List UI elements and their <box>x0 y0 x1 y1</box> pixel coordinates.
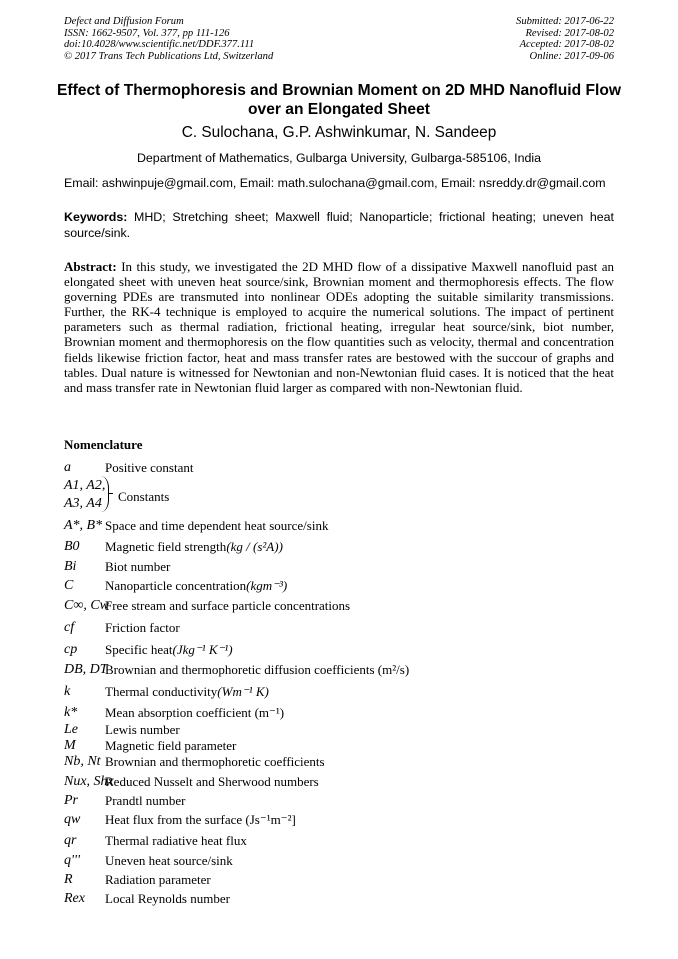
nomenclature-symbol: Le <box>64 722 78 737</box>
nomenclature-description <box>105 684 269 700</box>
nomenclature-heading: Nomenclature <box>64 437 143 452</box>
nomenclature-description <box>105 539 283 555</box>
nomenclature-description: Thermal radiative heat flux <box>105 833 247 848</box>
keywords-text: MHD; Stretching sheet; Maxwell fluid; Nanoparticle; frictional heating; uneven heat source/sink. <box>64 210 614 240</box>
nomenclature-symbol: Pr <box>64 793 78 808</box>
nomenclature-symbol: R <box>64 872 73 887</box>
nomenclature-description <box>105 578 287 594</box>
nomenclature-symbol: Rex <box>64 891 85 906</box>
nomenclature-description: Local Reynolds number <box>105 891 230 906</box>
online-date: Online: 2017-09-06 <box>529 50 614 62</box>
nomenclature-description: Heat flux from the surface (Js⁻¹m⁻²] <box>105 812 296 827</box>
nomenclature-symbol: a <box>64 460 71 475</box>
constants-brace-tip <box>108 493 113 494</box>
journal-doi: doi:10.4028/www.scientific.net/DDF.377.111 <box>64 39 255 51</box>
submitted-date: Submitted: 2017-06-22 <box>516 16 614 27</box>
nomenclature-description: Mean absorption coefficient (m⁻¹) <box>105 705 285 720</box>
nomenclature-symbol: A*, B* <box>64 518 103 533</box>
nomenclature-description: Friction factor <box>105 620 180 635</box>
nomenclature-symbol: qr <box>64 833 77 848</box>
nomenclature-description: Radiation parameter <box>105 872 211 887</box>
nomenclature-description-text: Magnetic field strength <box>105 539 227 554</box>
nomenclature-description: Space and time dependent heat source/sink <box>105 518 329 533</box>
nomenclature-symbol: M <box>64 738 76 753</box>
nomenclature-symbol: qw <box>64 812 81 827</box>
nomenclature-description <box>105 642 233 658</box>
journal-name: Defect and Diffusion Forum <box>64 16 184 27</box>
nomenclature-symbol: C <box>64 578 74 593</box>
dates-header <box>516 16 614 62</box>
nomenclature-description: Brownian and thermophoretic diffusion coefficients (m²/s) <box>105 662 410 677</box>
nomenclature-description: Magnetic field parameter <box>105 738 237 753</box>
nomenclature-symbol: Nb, Nt <box>64 754 101 769</box>
nomenclature-description-text: Thermal conductivity <box>105 684 218 699</box>
author-emails: Email: ashwinpuje@gmail.com, Email: math.sulochana@gmail.com, Email: nsreddy.dr@gmail.com <box>64 176 606 190</box>
nomenclature-symbol: A1, A2, <box>64 478 106 493</box>
nomenclature-description: Brownian and thermophoretic coefficients <box>105 754 325 769</box>
nomenclature-unit: (Wm⁻¹ K) <box>217 684 269 699</box>
nomenclature-description: Reduced Nusselt and Sherwood numbers <box>105 774 319 789</box>
nomenclature-symbol: DB, DT <box>64 662 108 677</box>
abstract-text: In this study, we investigated the 2D MHD flow of a dissipative Maxwell nanofluid past an elongated sheet with uneven heat source/sink, Brownian moment and thermophoresis effects. The flow governing PDEs are transmuted into nonlinear ODEs adopting the suitable similarity transmissions. Further, the RK-4 technique is employed to acquire the numerical solutions. The impact of pertinent parameters such as thermal radiation, frictional heating, irregular heat source/sink, biot number, Brownian moment and thermophoresis on the flow quantities such as velocity, thermal and concentration fields likewise friction factor, heat and mass transfer rates are bestowed with the succour of graphs and tables. Dual nature is witnessed for Newtonian and non-Newtonian fluid cases. It is noticed that the heat and mass transfer rate in Newtonian fluid larger as compared with non-Newtonian fluid. <box>64 259 615 395</box>
accepted-date: Accepted: 2017-08-02 <box>519 39 614 51</box>
nomenclature-symbol: k* <box>64 705 78 720</box>
nomenclature-unit: (kg / (s²A)) <box>226 539 283 554</box>
nomenclature-symbol: Nux, Shx <box>64 774 114 789</box>
nomenclature-description: Biot number <box>105 559 171 574</box>
nomenclature-symbol: k <box>64 684 71 699</box>
nomenclature-description: Positive constant <box>105 460 194 475</box>
nomenclature-description-text: Nanoparticle concentration <box>105 578 247 593</box>
nomenclature-description: Constants <box>118 489 170 504</box>
abstract-label: Abstract: <box>64 259 117 274</box>
nomenclature-description: Free stream and surface particle concentrations <box>105 598 351 613</box>
journal-copyright: © 2017 Trans Tech Publications Ltd, Switzerland <box>64 50 274 62</box>
revised-date: Revised: 2017-08-02 <box>525 27 614 39</box>
nomenclature-symbol: cp <box>64 642 78 657</box>
nomenclature-unit: (kgm⁻³) <box>246 578 288 593</box>
author-affiliation: Department of Mathematics, Gulbarga University, Gulbarga-585106, India <box>136 151 542 165</box>
nomenclature-description: Uneven heat source/sink <box>105 853 233 868</box>
nomenclature-unit: (Jkg⁻¹ K⁻¹) <box>172 642 233 657</box>
paper-title: Effect of Thermophoresis and Brownian Moment on 2D MHD Nanofluid Flow over an Elongated Sheet <box>57 82 621 118</box>
nomenclature-symbol: q''' <box>64 853 80 868</box>
nomenclature-description: Prandtl number <box>105 793 186 808</box>
nomenclature-description-text: Specific heat <box>105 642 173 657</box>
keywords-label: Keywords: <box>64 210 128 224</box>
nomenclature-symbol: B0 <box>64 539 80 554</box>
paper-authors: C. Sulochana, G.P. Ashwinkumar, N. Sandeep <box>181 124 497 141</box>
journal-header <box>64 16 273 62</box>
nomenclature-description: Lewis number <box>105 722 180 737</box>
nomenclature-symbol: cf <box>64 620 75 635</box>
abstract-section <box>64 259 614 395</box>
journal-issn: ISSN: 1662-9507, Vol. 377, pp 111-126 <box>64 27 230 39</box>
keywords-section <box>64 210 614 241</box>
nomenclature-symbol: C∞, Cw <box>64 598 109 613</box>
nomenclature-symbol: Bi <box>64 559 77 574</box>
nomenclature-symbol: A3, A4 <box>64 496 102 511</box>
